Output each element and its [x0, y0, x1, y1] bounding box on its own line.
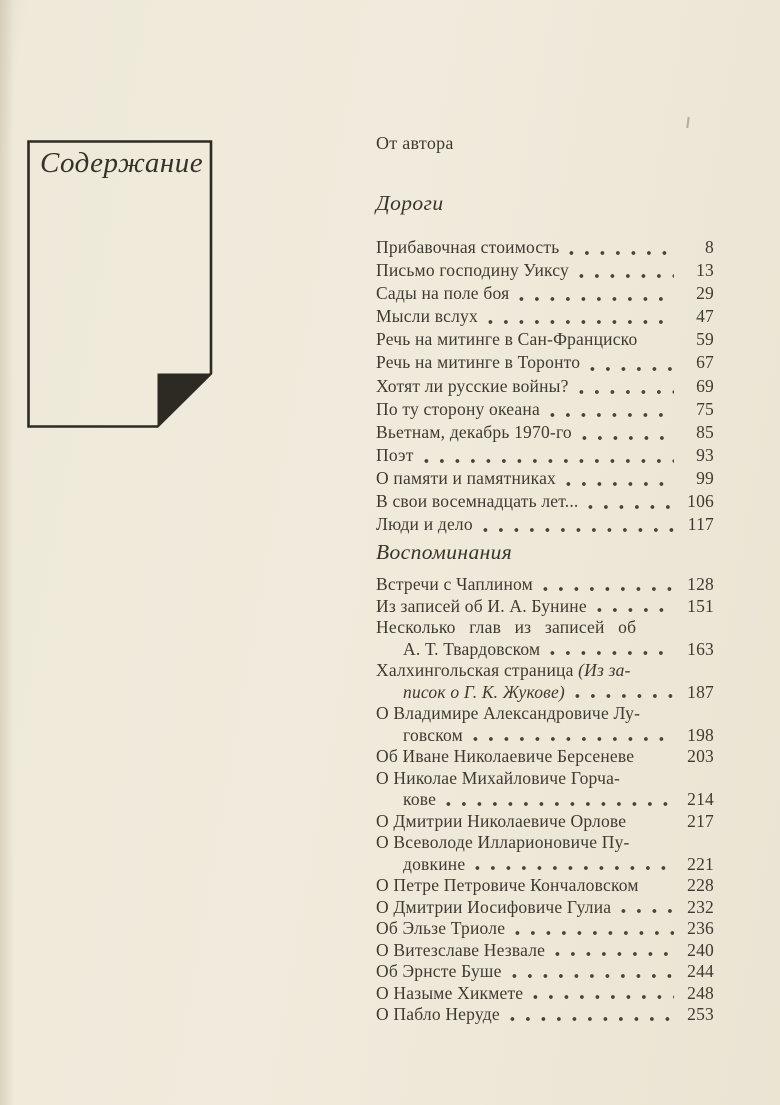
dot-leader — [533, 994, 674, 1000]
page-number: 47 — [696, 306, 714, 327]
toc-section — [376, 191, 714, 537]
page-number: 248 — [687, 982, 714, 1003]
dot-leader — [424, 458, 674, 464]
toc-entry — [376, 422, 714, 445]
scan-edge-shadow — [0, 0, 14, 1105]
toc-entry — [376, 468, 714, 491]
toc-entry — [376, 514, 714, 537]
entry-title: кове — [403, 789, 437, 810]
entry-title: О Пабло Неруде — [376, 1004, 500, 1025]
page-number: 128 — [687, 574, 714, 595]
entry-title: довкине — [403, 853, 466, 874]
entry-title: Вьетнам, декабрь 1970-го — [376, 421, 572, 442]
dot-leader — [555, 951, 674, 957]
dot-leader — [582, 435, 674, 441]
dot-leader — [488, 319, 674, 325]
dot-leader — [473, 736, 674, 742]
page-number: 151 — [687, 595, 714, 616]
page-number: 253 — [687, 1004, 714, 1025]
entry-title: О Дмитрии Иосифовиче Гулиа — [376, 896, 612, 917]
dot-leader — [645, 887, 682, 893]
page-number: 117 — [687, 514, 714, 535]
toc-entry — [376, 682, 714, 704]
dot-leader — [640, 758, 682, 764]
entry-title: О Дмитрии Николаевиче Орлове — [376, 810, 627, 831]
entry-title: Об Эльзе Триоле — [376, 918, 506, 939]
dot-leader — [512, 973, 674, 979]
entry-title: О Петре Петровиче Кончаловском — [376, 875, 639, 896]
entry-title: Встречи с Чаплином — [376, 574, 533, 595]
dot-leader — [550, 650, 674, 656]
entry-title: По ту сторону океана — [376, 398, 540, 419]
dot-leader — [579, 389, 674, 395]
entry-title: О Витезславе Незвале — [376, 939, 546, 960]
dot-leader — [483, 527, 674, 533]
page-number: 8 — [705, 237, 714, 257]
toc-entry — [376, 237, 714, 260]
from-author-line: От автора — [376, 133, 454, 153]
toc-entry — [376, 725, 714, 747]
page-number: 106 — [687, 491, 714, 512]
toc-entry — [376, 329, 714, 352]
entry-title: Несколько глав из записей об — [376, 617, 637, 638]
dot-leader — [543, 586, 674, 592]
dot-leader — [643, 342, 682, 348]
dot-leader — [475, 865, 674, 871]
page-number: 99 — [696, 467, 714, 488]
toc-entry — [376, 283, 714, 306]
entry-title: Письмо господину Уиксу — [376, 260, 569, 281]
dot-leader — [566, 481, 674, 487]
toc-entry — [376, 352, 714, 375]
contents-box-title: Содержание — [40, 147, 204, 179]
toc-entry — [376, 260, 714, 283]
entry-title: говском — [403, 724, 463, 745]
entry-title: Хотят ли русские войны? — [376, 375, 569, 396]
entry-title: О Владимире Александровиче Лу- — [376, 703, 641, 724]
toc-entry — [376, 789, 714, 811]
toc-sections — [376, 191, 714, 1026]
toc-entry — [376, 811, 714, 833]
page-number: 198 — [687, 724, 714, 745]
entry-title: О памяти и памятниках — [376, 467, 556, 488]
page-number: 240 — [687, 939, 714, 960]
dot-leader — [569, 250, 674, 256]
entry-title: Из записей об И. А. Бунине — [376, 595, 587, 616]
toc-entry — [376, 768, 714, 790]
entry-title: Мысли вслух — [376, 306, 478, 327]
entry-title: Речь на митинге в Торонто — [376, 352, 581, 373]
dot-leader — [446, 801, 674, 807]
entry-title: Об Иване Николаевиче Берсеневе — [376, 746, 635, 767]
dot-leader — [632, 822, 682, 828]
toc-entry — [376, 445, 714, 468]
dot-leader — [510, 1016, 674, 1022]
toc-entry — [376, 1004, 714, 1026]
toc-entry — [376, 639, 714, 661]
entry-title: О Назыме Хикмете — [376, 982, 524, 1003]
dot-leader — [550, 412, 674, 418]
page-number: 163 — [687, 638, 714, 659]
page-number: 187 — [687, 681, 714, 702]
entry-title: Речь на митинге в Сан-Франциско — [376, 329, 638, 350]
entry-title: О Николае Михайловиче Горча- — [376, 767, 621, 788]
page-number: 69 — [696, 375, 714, 396]
page-number: 203 — [687, 746, 714, 767]
page-number: 244 — [687, 961, 714, 982]
page-number: 59 — [696, 329, 714, 350]
dot-leader — [597, 607, 674, 613]
entry-title: Сады на поле боя — [376, 283, 510, 304]
dot-leader — [575, 693, 674, 699]
toc-entry — [376, 940, 714, 962]
dot-leader — [621, 908, 674, 914]
page-number: 228 — [687, 875, 714, 896]
dot-leader — [588, 504, 674, 510]
dot-leader — [590, 366, 674, 372]
page-number: 221 — [687, 853, 714, 874]
toc-entry — [376, 983, 714, 1005]
page-number: 93 — [696, 444, 714, 465]
page-number: 232 — [687, 896, 714, 917]
section-heading: Воспоминания — [376, 540, 513, 565]
toc-section — [376, 540, 714, 1026]
toc-entry — [376, 660, 714, 682]
toc-entry — [376, 875, 714, 897]
folded-page-icon — [27, 140, 213, 429]
entry-title: В свои восемнадцать лет... — [376, 491, 579, 512]
entry-title: Прибавочная стоимость — [376, 237, 560, 257]
toc-entry — [376, 399, 714, 422]
entry-title: Поэт — [376, 444, 414, 465]
toc-entry — [376, 703, 714, 725]
page-number: 214 — [687, 789, 714, 810]
toc-entry — [376, 574, 714, 596]
page-number: 13 — [696, 260, 714, 281]
page-number: 236 — [687, 918, 714, 939]
stray-ink-mark — [686, 117, 689, 128]
dot-leader — [579, 273, 674, 279]
page-number: 29 — [696, 283, 714, 304]
toc-entry — [376, 491, 714, 514]
page-number: 67 — [696, 352, 714, 373]
dot-leader — [515, 930, 674, 936]
toc-entry — [376, 306, 714, 329]
toc-entry — [376, 854, 714, 876]
page-number: 85 — [696, 421, 714, 442]
toc-entry — [376, 897, 714, 919]
toc-entry — [376, 961, 714, 983]
contents-box — [27, 140, 213, 429]
toc-entry — [376, 376, 714, 399]
page-number: 75 — [696, 398, 714, 419]
entry-title: Люди и дело — [376, 514, 473, 535]
entry-title: писок о Г. К. Жукове) — [403, 681, 565, 702]
toc-entry — [376, 617, 714, 639]
entry-title: Халхингольская страница (Из за- — [376, 660, 631, 681]
toc-entry — [376, 918, 714, 940]
entry-title: Об Эрнсте Буше — [376, 961, 502, 982]
toc-entry — [376, 746, 714, 768]
entry-title: О Всеволоде Илларионовиче Пу- — [376, 832, 630, 853]
section-heading: Дороги — [376, 191, 444, 215]
page-number: 217 — [687, 810, 714, 831]
dot-leader — [519, 296, 674, 302]
toc-column — [376, 133, 714, 1026]
entry-title: А. Т. Твардовском — [403, 638, 541, 659]
toc-entry — [376, 832, 714, 854]
toc-entry — [376, 596, 714, 618]
